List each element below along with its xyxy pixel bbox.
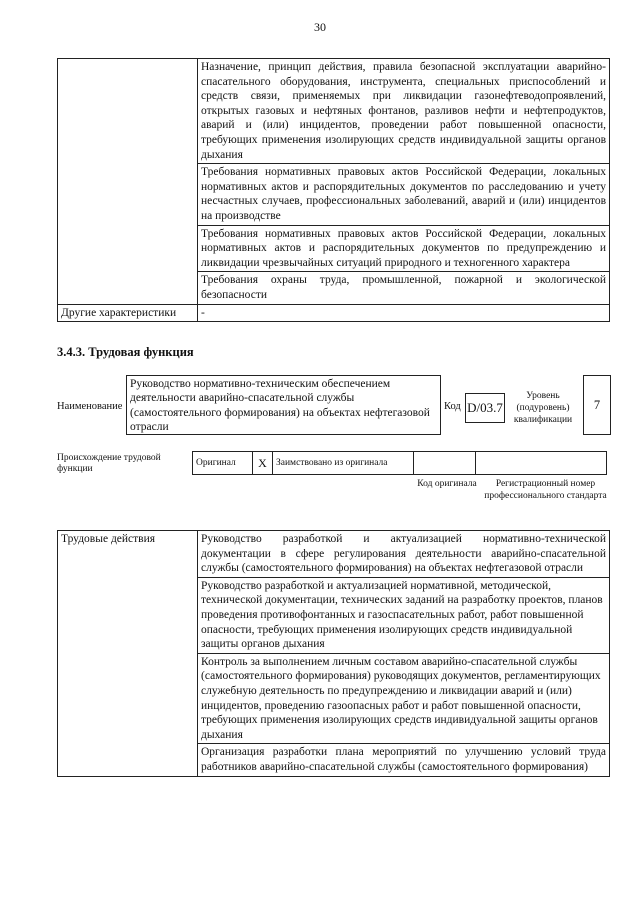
actions-table: [57, 530, 610, 777]
borrowed-label: Заимствовано из оригинала: [273, 452, 414, 475]
knowledge-table: [57, 58, 610, 322]
actions-label: Трудовые действия: [58, 531, 198, 777]
origin-table: [192, 451, 607, 475]
code-value-text: D/03.7: [467, 400, 503, 415]
action-item: Руководство разработкой и актуализацией нормативно-технической документации в сфере регулирования деятельности аварийно-спасательной службы (самостоятельного формирования) на объектах нефтегазовой отрасли: [198, 531, 610, 578]
name-label: Наименование: [57, 401, 123, 412]
knowledge-item: Требования охраны труда, промышленной, пожарной и экологической безопасности: [198, 272, 610, 304]
reg-caption: Регистрационный номер профессионального стандарта: [484, 479, 607, 501]
action-item: Контроль за выполнением личным составом аварийно-спасательной службы (самостоятельного формирования) руководящих документов, регламентирующих служебную деятельность по предупреждению и ликвидации аварий и (или) инцидентов, проведению газоопасных работ и работ повышенной опасности, требующих применения изолирующих средств индивидуальной защиты органов дыхания: [198, 653, 610, 744]
action-item: Руководство разработкой и актуализацией нормативной, методической, технической документации, технических заданий на разработку проектов, планов проведения противофонтанных и газоспасательных работ, работ повышенной опасности, требующих применения изолирующих средств индивидуальной защиты органов дыхания: [198, 577, 610, 653]
code-value: [465, 393, 505, 423]
original-label: Оригинал: [193, 452, 253, 475]
knowledge-item: Требования нормативных правовых актов Российской Федерации, локальных нормативных актов и распорядительных документов по предупреждению и ликвидации чрезвычайных ситуаций природного и техногенного характера: [198, 225, 610, 272]
row-label: Другие характеристики: [58, 304, 198, 322]
knowledge-item: Назначение, принцип действия, правила безопасной эксплуатации аварийно-спасательного оборудования, инструмента, специальных приспособлений и средств связи, применяемых при ликвидации газонефтеводопроявлений, открытых газовых и нефтяных фонтанов, разливов нефти и нефтепродуктов, аварий и (или) инцидентов, проведении работ повышенной опасности, требующих применения изолирующих средств индивидуальной защиты органов дыхания: [198, 59, 610, 164]
section-title: 3.4.3. Трудовая функция: [57, 345, 194, 359]
action-item: Организация разработки плана мероприятий по улучшению условий труда работников аварийно-спасательной службы (самостоятельного формирования): [198, 744, 610, 776]
origin-label: Происхождение трудовой функции: [57, 453, 161, 474]
reg-number-cell: [476, 452, 607, 475]
table-row: [193, 452, 607, 475]
table-row: [58, 304, 610, 322]
table-row: [58, 59, 610, 164]
row-label: [58, 59, 198, 305]
name-value-text: Руководство нормативно-техническим обеспечением деятельности аварийно-спасательной службы (самостоятельного формирования) на объектах нефтегазовой отрасли: [130, 378, 430, 434]
level-value: [583, 375, 611, 435]
knowledge-item: Требования нормативных правовых актов Российской Федерации, локальных нормативных актов и распорядительных документов по расследованию и учету несчастных случаев, профессиональных заболеваний, аварий и (или) инцидентов на производстве: [198, 164, 610, 225]
original-mark: X: [253, 452, 273, 475]
code-label: Код: [444, 401, 461, 412]
table-row: [58, 531, 610, 578]
code-caption: Код оригинала: [417, 479, 477, 489]
original-code-cell: [414, 452, 476, 475]
level-value-text: 7: [593, 398, 601, 412]
row-value: -: [198, 304, 610, 322]
level-label: Уровень (подуровень) квалификации: [513, 391, 573, 425]
page-number: 30: [314, 20, 326, 34]
name-value: [126, 375, 441, 435]
